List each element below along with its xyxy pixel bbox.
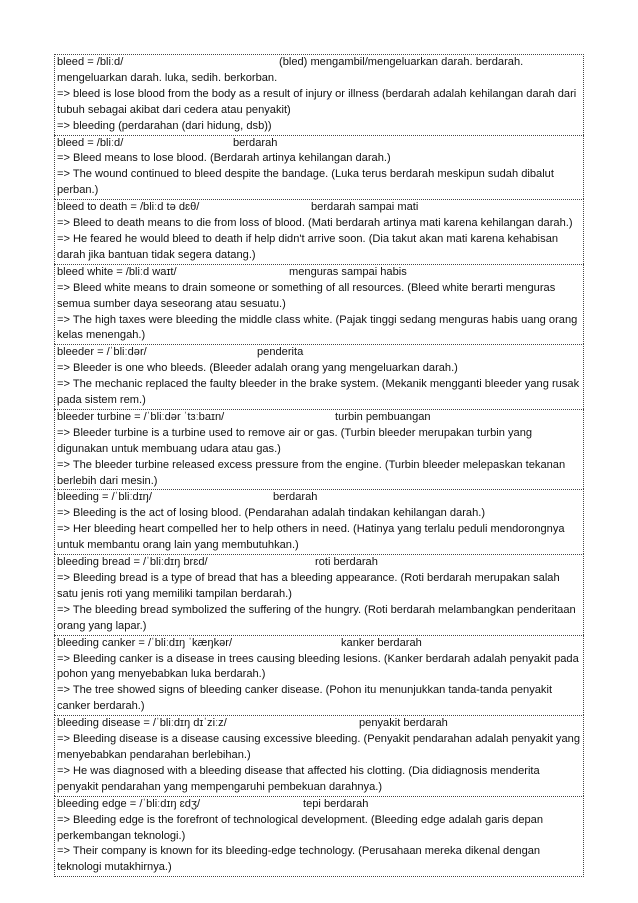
headword: bleeding edge = /ˈbliːdɪŋ ɛdʒ/ [57,797,201,810]
entry-bleeding [54,489,584,554]
entry-line: => Bleeding edge is the forefront of technological development. (Bleeding edge adalah garis depan perkembangan teknologi.) [57,813,544,842]
entry-line: => Bleed means to lose blood. (Berdarah artinya kehilangan darah.) [57,152,391,165]
headword: bleeding canker = /ˈbliːdɪŋ ˈkæŋkər/ [57,636,233,649]
headword: bleed = /bliːd/ [57,136,124,149]
entry-line: => bleed is lose blood from the body as a result of injury or illness (berdarah adalah kehilangan darah dari tubuh sebagai akibat dari cedera atau penyakit) [57,87,577,116]
entry-line: => Bleeder turbine is a turbine used to remove air or gas. (Turbin bleeder merupakan turbin yang digunakan untuk membuang udara atau gas.) [57,426,533,455]
entry-line: => Bleeding is the act of losing blood. (Pendarahan adalah tindakan kehilangan darah.) [57,507,486,520]
entry-line: => The wound continued to bleed despite the bandage. (Luka terus berdarah meskipun sudah dibalut perban.) [57,168,554,197]
translation: (bled) mengambil/mengeluarkan darah. berdarah. [279,56,524,68]
entry-head [57,265,581,281]
translation: berdarah [273,491,318,504]
entry-line: => Bleeding canker is a disease in trees causing bleeding lesions. (Kanker berdarah adalah penyakit pada pohon yang menyebabkan luka berdarah.) [57,652,579,681]
entry-head [57,55,581,71]
entry-bleed-to-death [54,199,584,264]
translation: penyakit berdarah [359,717,448,730]
translation: penderita [257,346,304,359]
entry-line: => He feared he would bleed to death if help didn't arrive soon. (Dia takut akan mati karena kehabisan darah jika bantuan tidak segera datang.) [57,232,559,261]
entry-extra: mengeluarkan darah. luka, sedih. berkorban. [57,71,278,84]
entry-line: => The bleeding bread symbolized the suffering of the hungry. (Roti berdarah melambangkan penderitaan orang yang lapar.) [57,603,576,632]
entry-head [57,636,581,652]
translation: roti berdarah [315,556,378,569]
entry-bleed-white [54,264,584,345]
entry-line: => Bleeder is one who bleeds. (Bleeder adalah orang yang mengeluarkan darah.) [57,362,458,375]
entry-bleeding-edge [54,796,584,878]
entry-line: => Bleed white means to drain someone or something of all resources. (Bleed white berarti menguras semua sumber daya seseorang atau sesuatu.) [57,281,556,310]
headword: bleeder = /ˈbliːdər/ [57,346,147,359]
entry-bleed-2 [54,135,584,200]
entry-bleeding-bread [54,554,584,635]
headword: bleed = /bliːd/ [57,56,124,68]
entry-head [57,490,581,506]
headword: bleed to death = /bliːd tə dɛθ/ [57,201,200,214]
entry-head [57,716,581,732]
headword: bleeding = /ˈbliːdɪŋ/ [57,491,152,504]
entry-head [57,200,581,216]
headword: bleeder turbine = /ˈbliːdər ˈtɜːbaɪn/ [57,410,225,423]
headword: bleeding bread = /ˈbliːdɪŋ brɛd/ [57,556,208,569]
entry-line: => bleeding (perdarahan (dari hidung, dsb)) [57,119,272,132]
dictionary-page [54,54,584,877]
entry-line: => Bleeding disease is a disease causing excessive bleeding. (Penyakit pendarahan adalah penyakit yang menyebabkan pendarahan berlebihan.) [57,733,580,761]
translation: berdarah sampai mati [311,201,419,214]
translation: turbin pembuangan [335,410,431,423]
entry-bleed-1 [54,54,584,135]
entry-line: => He was diagnosed with a bleeding disease that affected his clotting. (Dia didiagnosis menderita penyakit pendarahan yang mempengaruhi pembekuan darahnya.) [57,764,540,793]
headword: bleed white = /bliːd waɪt/ [57,265,177,278]
translation: berdarah [233,136,278,149]
entry-line: => Her bleeding heart compelled her to help others in need. (Hatinya yang terlalu peduli mendorongnya untuk membantu orang lain yang membutuhkan.) [57,523,565,552]
entry-line: => The mechanic replaced the faulty bleeder in the brake system. (Mekanik mengganti bleeder yang rusak pada sistem rem.) [57,378,580,407]
translation: kanker berdarah [341,636,422,649]
entry-head [57,345,581,361]
entry-line: => The bleeder turbine released excess pressure from the engine. (Turbin bleeder melepaskan tekanan berlebih dari mesin.) [57,458,566,487]
entry-bleeder-turbine [54,409,584,490]
entry-bleeder [54,344,584,409]
entry-head [57,797,581,813]
translation: tepi berdarah [303,797,369,810]
entry-line: => The high taxes were bleeding the middle class white. (Pajak tinggi sedang menguras habis uang orang kelas menengah.) [57,313,578,342]
entry-line: => Bleeding bread is a type of bread that has a bleeding appearance. (Roti berdarah merupakan salah satu jenis roti yang memiliki tampilan berdarah.) [57,572,560,600]
entry-bleeding-disease [54,715,584,796]
translation: menguras sampai habis [289,265,407,278]
entry-line: => Their company is known for its bleeding-edge technology. (Perusahaan mereka dikenal dengan teknologi mutakhirnya.) [57,845,541,874]
headword: bleeding disease = /ˈbliːdɪŋ dɪˈziːz/ [57,717,227,730]
entry-bleeding-canker [54,635,584,716]
entry-head [57,136,581,152]
entry-line: => The tree showed signs of bleeding canker disease. (Pohon itu menunjukkan tanda-tanda penyakit canker berdarah.) [57,684,553,713]
entry-head [57,410,581,426]
entry-head [57,555,581,571]
entry-line: => Bleed to death means to die from loss of blood. (Mati berdarah artinya mati karena kehilangan darah.) [57,217,573,230]
